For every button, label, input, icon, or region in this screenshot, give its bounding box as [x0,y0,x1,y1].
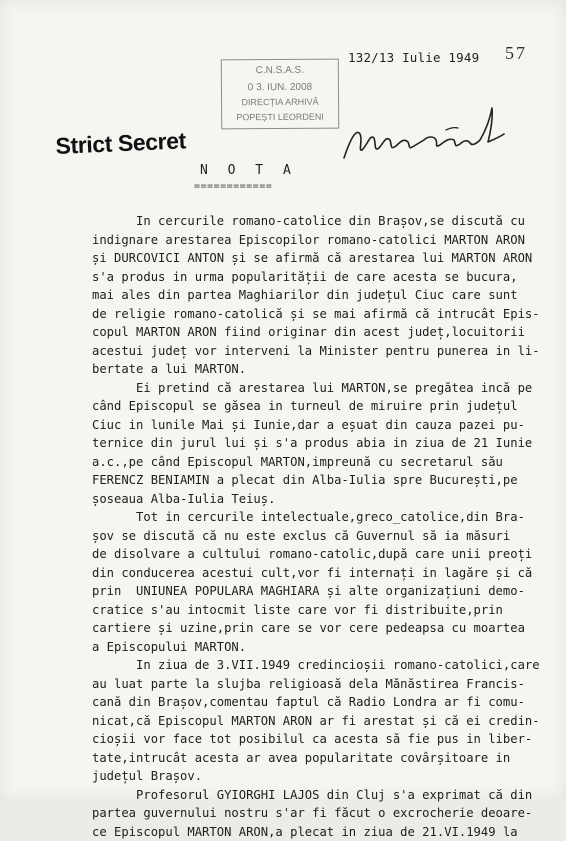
stamp-line-3: DIRECȚIA ARHIVĂ [222,96,338,110]
body-line: când Episcopul se găsea in turneul de miruire prin județul [92,397,532,416]
body-line: acestui județ vor interveni la Minister pentru punerea in li- [92,342,532,361]
body-line: a Episcopului MARTON. [92,638,532,657]
document-reference: 132/13 Iulie 1949 [348,50,479,65]
body-line: indignare arestarea Episcopilor romano-catolici MARTON ARON [92,231,532,250]
stamp-line-4: POPEȘTI LEORDENI [222,111,338,125]
document-title: N O T A [200,163,297,178]
body-line: prin UNIUNEA POPULARA MAGHIARA și alte organizațiuni demo- [92,582,532,601]
body-line: județul Brașov. [92,767,532,786]
body-line: FERENCZ BENIAMIN a plecat din Alba-Iulia spre București,pe [92,471,532,490]
body-line: șoseaua Alba-Iulia Teiuș. [92,490,532,509]
body-line: de religie romano-catolică și se mai afirmă că intrucât Epis- [92,305,532,324]
body-line: mai ales din partea Maghiarilor din județul Ciuc care sunt [92,286,532,305]
body-line: s'a produs in urma popularității de care acesta se bucura, [92,268,532,287]
body-line: partea guvernului nostru s'ar fi făcut o excrocherie deoare- [92,804,532,823]
body-line: de disolvare a cultului romano-catolic,după care unii preoți [92,545,532,564]
body-line: In ziua de 3.VII.1949 credincioșii romano-catolici,care [92,656,532,675]
body-line: Profesorul GYIORGHI LAJOS din Cluj s'a exprimat că din [92,786,532,805]
stamp-line-1: C.N.S.A.S. [222,64,338,78]
body-line: ternice din jurul lui și s'a produs abia in ziua de 21 Iunie [92,434,532,453]
title-underline: ============ [194,181,272,192]
body-line: ce Episcopul MARTON ARON,a plecat in ziua de 21.VI.1949 la [92,823,532,841]
body-line: au luat parte la slujba religioasă dela Mănăstirea Francis- [92,675,532,694]
body-line: tate,intrucât acesta ar avea popularitate covârșitoare in [92,749,532,768]
body-line: In cercurile romano-catolice din Brașov,se discută cu [92,212,532,231]
body-line: Ei pretind că arestarea lui MARTON,se pregătea incă pe [92,379,532,398]
body-line: cană din Brașov,comentau faptul că Radio Londra ar fi comu- [92,693,532,712]
body-line: Ciuc in lunile Mai și Iunie,dar a eșuat din cauza pazei pu- [92,416,532,435]
classification-label: Strict Secret [55,127,186,160]
archive-stamp [221,59,339,130]
body-line: cartiere și uzine,prin care se vor cere pedeapsa cu moartea [92,619,532,638]
body-line: șov se discută că nu este exclus că Guvernul să ia măsuri [92,527,532,546]
body-line: cratice s'au intocmit liste care vor fi distribuite,prin [92,601,532,620]
body-line: copul MARTON ARON fiind originar din acest județ,locuitorii [92,323,532,342]
stamp-line-2: 0 3. IUN. 2008 [222,81,338,95]
body-line: nicat,că Episcopul MARTON ARON ar fi arestat și că ei credin- [92,712,532,731]
body-line: a.c.,pe când Episcopul MARTON,impreună cu secretarul său [92,453,532,472]
handwritten-signature-icon [338,100,518,170]
body-line: bertate a lui MARTON. [92,360,532,379]
body-line: Tot in cercurile intelectuale,greco_catolice,din Bra- [92,508,532,527]
page-number: 57 [505,43,527,64]
body-line: și DURCOVICI ANTON și se afirmă că arestarea lui MARTON ARON [92,249,532,268]
document-body [92,212,532,841]
body-line: din conducerea acestui cult,vor fi internați in lagăre și că [92,564,532,583]
body-line: cioșii vor face tot posibilul ca acesta să fie pus in liber- [92,730,532,749]
